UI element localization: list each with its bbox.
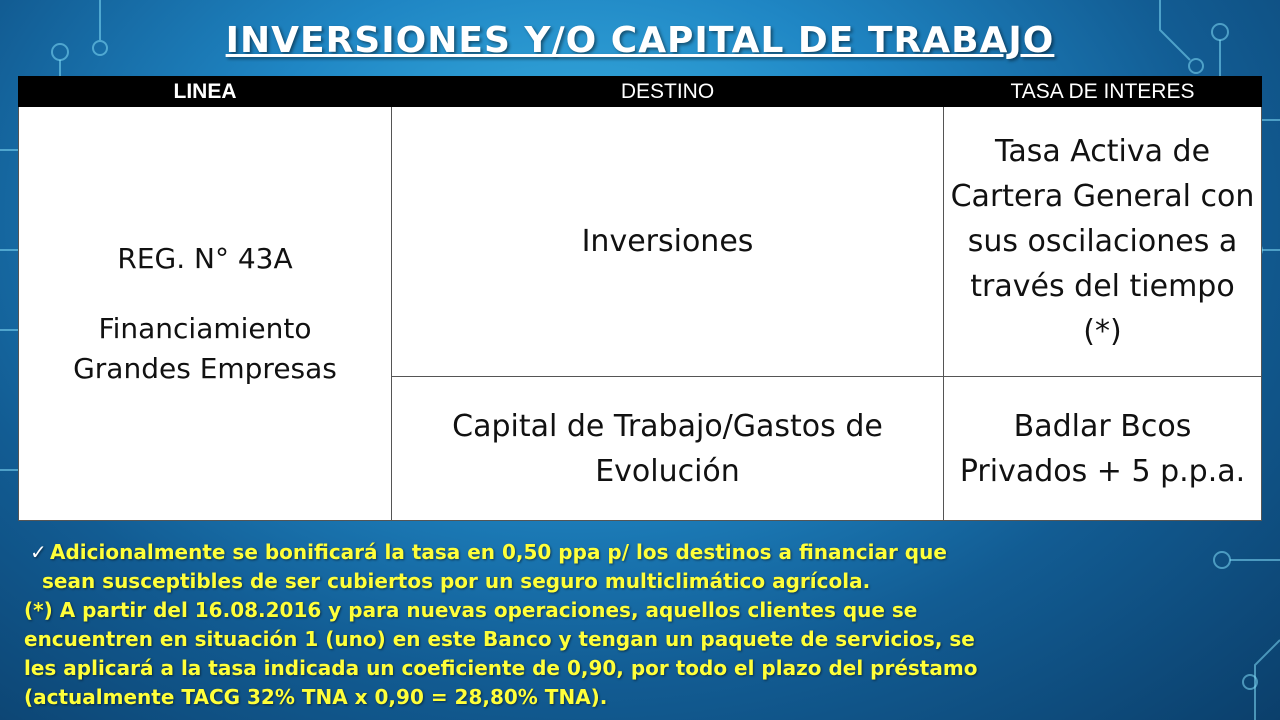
note-line: les aplicará a la tasa indicada un coeficiente de 0,90, por todo el plazo del préstamo [24,656,978,680]
tasa-capital-trabajo: Badlar Bcos Privados + 5 p.p.a. [944,377,1262,521]
table-row [19,107,1262,377]
note-line: Adicionalmente se bonificará la tasa en 0,50 ppa p/ los destinos a financiar que [50,540,947,564]
checkmark-icon: ✓ [30,540,47,564]
note-line: (*) A partir del 16.08.2016 y para nuevas operaciones, aquellos clientes que se [24,598,918,622]
header-destino: DESTINO [392,77,944,107]
note-line: sean susceptibles de ser cubiertos por un seguro multiclimático agrícola. [42,569,871,593]
linea-regime: REG. N° 43A [117,241,293,275]
header-linea: LINEA [19,77,392,107]
destino-inversiones: Inversiones [392,107,944,377]
header-tasa: TASA DE INTERES [944,77,1262,107]
linea-name-line2: Grandes Empresas [73,351,337,385]
credit-lines-table [18,76,1262,521]
page-title: INVERSIONES Y/O CAPITAL DE TRABAJO [225,20,1055,61]
note-line: (actualmente TACG 32% TNA x 0,90 = 28,80% TNA). [24,685,608,709]
destino-capital-trabajo: Capital de Trabajo/Gastos de Evolución [392,377,944,521]
linea-cell [19,107,392,521]
footnotes [24,538,1274,712]
tasa-inversiones: Tasa Activa de Cartera General con sus oscilaciones a través del tiempo (*) [944,107,1262,377]
note-bonification [24,538,1274,567]
note-line: encuentren en situación 1 (uno) en este Banco y tengan un paquete de servicios, se [24,627,975,651]
table-header-row [19,77,1262,107]
linea-name-line1: Financiamiento [98,311,312,345]
